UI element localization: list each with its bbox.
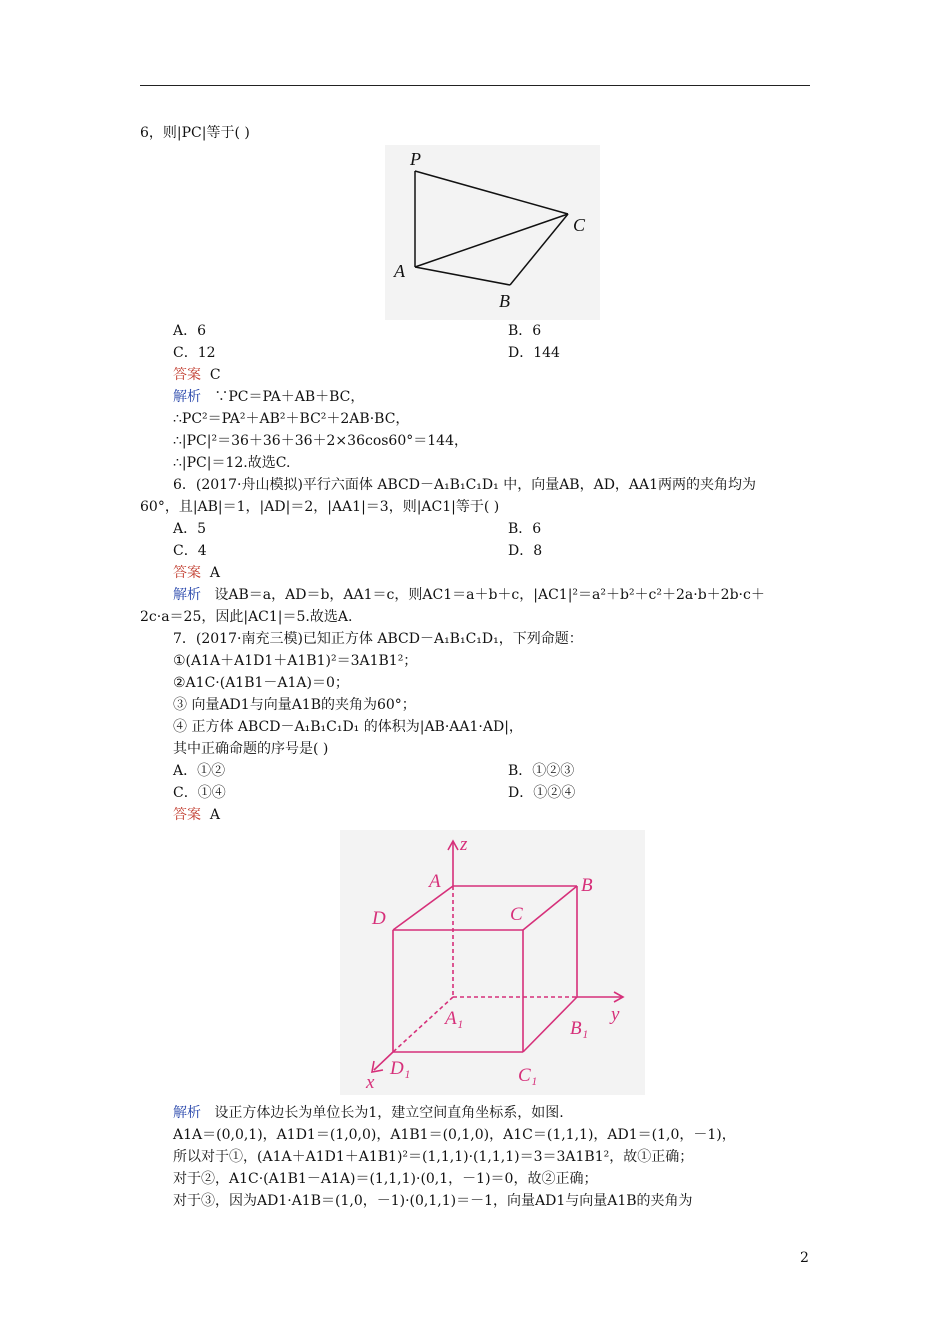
- answer-value: A: [209, 565, 221, 581]
- question-prompt: 其中正确命题的序号是( ): [173, 741, 329, 757]
- figure-background: [340, 830, 645, 1095]
- analysis-tag: 解析: [173, 587, 201, 603]
- option-a: A．6: [173, 323, 207, 339]
- proposition: ④ 正方体 ABCD－A₁B₁C₁D₁ 的体积为|AB·AA1·AD|，: [173, 719, 523, 735]
- answer-line: [173, 806, 220, 824]
- vertex-label-b1: B₁: [570, 1018, 589, 1039]
- vertex-label-a: A: [429, 871, 441, 892]
- proposition: ①(A1A＋A1D1＋A1B1)²＝3A1B1²；: [173, 653, 418, 669]
- cube-coordinate-figure: [340, 830, 645, 1095]
- option-c: C．①④: [173, 785, 226, 801]
- question-6-line: 6．(2017·舟山模拟)平行六面体 ABCD－A₁B₁C₁D₁ 中，向量AB，AD，AA1两两的夹角均为: [173, 477, 757, 493]
- vertex-label-b: B: [581, 875, 593, 896]
- header-rule: [140, 85, 810, 86]
- page-number: 2: [800, 1250, 809, 1266]
- proposition: ③ 向量AD1与向量A1B的夹角为60°；: [173, 697, 416, 713]
- proposition: ②A1C·(A1B1－A1A)＝0；: [173, 675, 349, 691]
- solution-text: 对于②，A1C·(A1B1－A1A)＝(1,1,1)·(0,1，－1)＝0，故②正确；: [173, 1171, 598, 1187]
- vertex-label-c: C: [510, 904, 523, 925]
- solution-text: 设正方体边长为单位长为1，建立空间直角坐标系，如图.: [214, 1105, 564, 1121]
- answer-value: A: [209, 807, 221, 823]
- vertex-label-d: D: [372, 908, 386, 929]
- analysis-step: ∴|PC|²＝36＋36＋36＋2×36cos60°＝144，: [173, 433, 468, 449]
- label-c: C: [573, 215, 586, 235]
- option-b: B．6: [508, 323, 542, 339]
- analysis-step: ∴|PC|＝12.故选C.: [173, 455, 291, 471]
- analysis-tag: 解析: [173, 389, 201, 405]
- answer-tag: 答案: [173, 807, 201, 823]
- analysis-tag: 解析: [173, 1105, 201, 1121]
- solution-line: [173, 1104, 564, 1122]
- label-p: P: [410, 149, 421, 169]
- analysis-text: 2c·a＝25，因此|AC1|＝5.故选A.: [140, 609, 353, 625]
- option-a: A．5: [173, 521, 207, 537]
- answer-tag: 答案: [173, 367, 201, 383]
- analysis-step: ∴PC²＝PA²＋AB²＋BC²＋2AB·BC，: [173, 411, 410, 427]
- vertex-label-a1: A₁: [445, 1008, 464, 1029]
- option-b: B．6: [508, 521, 542, 537]
- option-d: D．①②④: [508, 785, 576, 801]
- option-a: A．①②: [173, 763, 226, 779]
- analysis-text: 设AB＝a，AD＝b，AA1＝c，则AC1＝a＋b＋c，|AC1|²＝a²＋b²＋c²＋2a·b＋2b·c＋: [214, 587, 765, 603]
- option-c: C．12: [173, 345, 216, 361]
- option-b: B．①②③: [508, 763, 575, 779]
- axis-label-y: y: [611, 1004, 620, 1025]
- analysis-line: [173, 586, 765, 604]
- answer-value: C: [209, 367, 221, 383]
- question-7-line: 7．(2017·南充三模)已知正方体 ABCD－A₁B₁C₁D₁，下列命题：: [173, 631, 583, 647]
- solution-text: 所以对于①，(A1A＋A1D1＋A1B1)²＝(1,1,1)·(1,1,1)＝3＝3A1B1²，故①正确；: [173, 1149, 694, 1165]
- question-intro: 6，则|PC|等于( ): [140, 125, 250, 141]
- option-d: D．8: [508, 543, 543, 559]
- analysis-line: [173, 388, 364, 406]
- solution-text: A1A＝(0,0,1)，A1D1＝(1,0,0)，A1B1＝(0,1,0)，A1C＝(1,1,1)，AD1＝(1,0，－1)，: [173, 1127, 736, 1143]
- question-6-line: 60°，且|AB|＝1，|AD|＝2，|AA1|＝3，则|AC1|等于( ): [140, 499, 500, 515]
- label-b: B: [499, 291, 510, 311]
- answer-line: [173, 366, 221, 384]
- vertex-label-c1: C₁: [518, 1065, 538, 1086]
- answer-tag: 答案: [173, 565, 201, 581]
- answer-line: [173, 564, 220, 582]
- analysis-step: ∵PC＝PA＋AB＋BC，: [214, 389, 365, 405]
- axis-label-z: z: [460, 834, 468, 855]
- label-a: A: [394, 261, 405, 281]
- geometry-figure-pabc: [385, 145, 600, 320]
- solution-text: 对于③，因为AD1·A1B＝(1,0，－1)·(0,1,1)＝－1，向量AD1与向量A1B的夹角为: [173, 1193, 693, 1209]
- option-d: D．144: [508, 345, 560, 361]
- vertex-label-d1: D₁: [390, 1058, 411, 1079]
- option-c: C．4: [173, 543, 207, 559]
- axis-label-x: x: [366, 1072, 375, 1093]
